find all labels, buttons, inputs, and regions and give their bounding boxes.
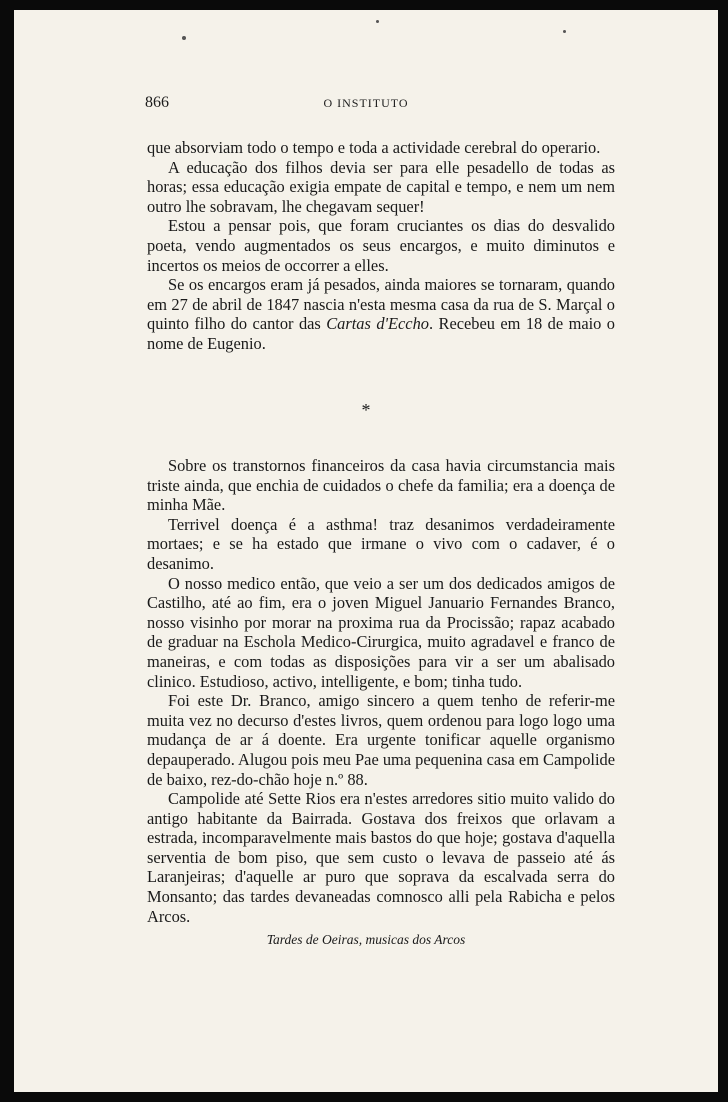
running-head: O INSTITUTO (323, 96, 409, 110)
paragraph: Campolide até Sette Rios era n'estes arredores sitio muito valido do antigo habitante da Bairrada. Gostava dos freixos que orlavam a estrada, incomparavelmente mais bastos do que hoje; gostava d'aquella serventia de bom piso, que sem custo o levava de passeio até ás Laranjeiras; d'aquelle ar puro que soprava da escalvada serra do Monsanto; das tardes devaneadas comnosco alli pela Rabicha e pelos Arcos. (147, 789, 615, 926)
page-number: 866 (145, 94, 169, 111)
text-run: . Recebeu em 18 de maio o nome de Eugenio. (147, 314, 615, 353)
text-run: Se os encargos eram já pesados, ainda maiores se tornaram, quando em 27 de abril de 1847 nascia n'esta mesma casa da rua de S. Marçal o quinto filho do cantor das (147, 275, 615, 334)
speck (182, 36, 186, 40)
paragraph: Foi este Dr. Branco, amigo sincero a quem tenho de referir-me muita vez no decurso d'estes livros, quem ordenou para logo logo uma mudança de ar á doente. Era urgente tonificar aquelle organismo depauperado. Alugou pois meu Pae uma pequenina casa em Campolide de baixo, rez-do-chão hoje n.º 88. (147, 691, 615, 789)
paragraph: Estou a pensar pois, que foram cruciantes os dias do desvalido poeta, vendo augmentados os seus encargos, e muito diminutos e incertos os meios de occorrer a elles. (147, 216, 615, 275)
paragraph: Sobre os transtornos financeiros da casa havia circumstancia mais triste ainda, que enchia de cuidados o chefe da familia; era a doença de minha Mãe. (147, 456, 615, 515)
book-page (14, 10, 718, 1092)
text-block-bottom (147, 456, 615, 926)
work-title: Cartas d'Eccho (326, 314, 429, 334)
speck (376, 20, 379, 23)
speck (563, 30, 566, 33)
paragraph (147, 275, 615, 353)
paragraph: Terrivel doença é a asthma! traz desanimos verdadeiramente mortaes; e se ha estado que irmane o vivo com o cadaver, é o desanimo. (147, 514, 615, 573)
section-separator: * (361, 400, 371, 420)
paragraph: O nosso medico então, que veio a ser um dos dedicados amigos de Castilho, até ao fim, era o joven Miguel Januario Fernandes Branco, nosso visinho por morar na proxima rua da Procissão; rapaz acabado de graduar na Eschola Medico-Cirurgica, muito agradavel e franco de maneiras, e com todas as disposições para vir a ser um abalisado clinico. Estudioso, activo, intelligente, e bom; tinha tudo. (147, 573, 615, 691)
paragraph: que absorviam todo o tempo e toda a actividade cerebral do operario. (147, 138, 601, 157)
section-caption: Tardes de Oeiras, musicas dos Arcos (266, 932, 466, 947)
page-header (14, 94, 718, 116)
text-block-top (147, 138, 615, 354)
paragraph: A educação dos filhos devia ser para elle pesadello de todas as horas; essa educação exigia empate de capital e tempo, e nem um nem outro lhe sobravam, lhe chegavam sequer! (147, 157, 615, 216)
